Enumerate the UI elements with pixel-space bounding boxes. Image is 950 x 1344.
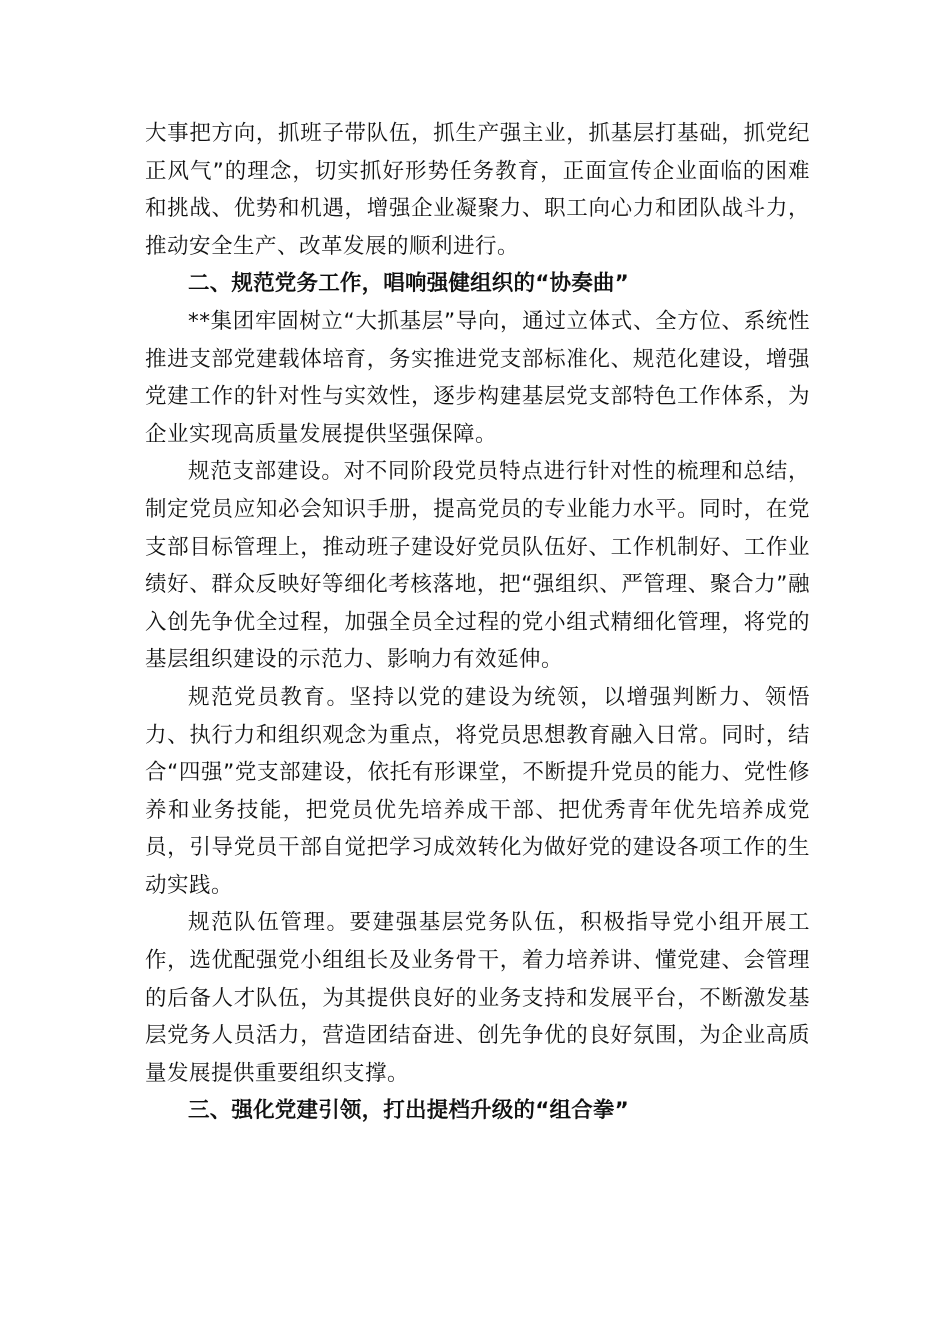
paragraph-group-intro: **集团牢固树立“大抓基层”导向，通过立体式、全方位、系统性推进支部党建载体培育，务实推进党支部标准化、规范化建设，增强党建工作的针对性与实效性，逐步构建基层党支部特色工作体系，为企业实现高质量发展提供坚强保障。 [145,308,810,447]
paragraph-member-education: 规范党员教育。坚持以党的建设为统领，以增强判断力、领悟力、执行力和组织观念为重点，将党员思想教育融入日常。同时，结合“四强”党支部建设，依托有形课堂，不断提升党员的能力、党性修养和业务技能，把党员优先培养成干部、把优秀青年优先培养成党员，引导党员干部自觉把学习成效转化为做好党的建设各项工作的生动实践。 [145,684,810,898]
paragraph-continuation: 大事把方向，抓班子带队伍，抓生产强主业，抓基层打基础，抓党纪正风气”的理念，切实抓好形势任务教育，正面宣传企业面临的困难和挑战、优势和机遇，增强企业凝聚力、职工向心力和团队战斗力，推动安全生产、改革发展的顺利进行。 [145,121,810,259]
paragraph-branch-construction: 规范支部建设。对不同阶段党员特点进行针对性的梳理和总结，制定党员应知必会知识手册，提高党员的专业能力水平。同时，在党支部目标管理上，推动班子建设好党员队伍好、工作机制好、工作业绩好、群众反映好等细化考核落地，把“强组织、严管理、聚合力”融入创先争优全过程，加强全员全过程的党小组式精细化管理，将党的基层组织建设的示范力、影响力有效延伸。 [145,459,810,673]
section-heading-2: 二、规范党务工作，唱响强健组织的“协奏曲” [188,271,629,297]
section-heading-3: 三、强化党建引领，打出提档升级的“组合拳” [188,1098,629,1124]
document-body [145,115,810,1130]
paragraph-team-management: 规范队伍管理。要建强基层党务队伍，积极指导党小组开展工作，选优配强党小组组长及业务骨干，着力培养讲、懂党建、会管理的后备人才队伍，为其提供良好的业务支持和发展平台，不断激发基层党务人员活力，营造团结奋进、创先争优的良好氛围，为企业高质量发展提供重要组织支撑。 [145,910,810,1086]
